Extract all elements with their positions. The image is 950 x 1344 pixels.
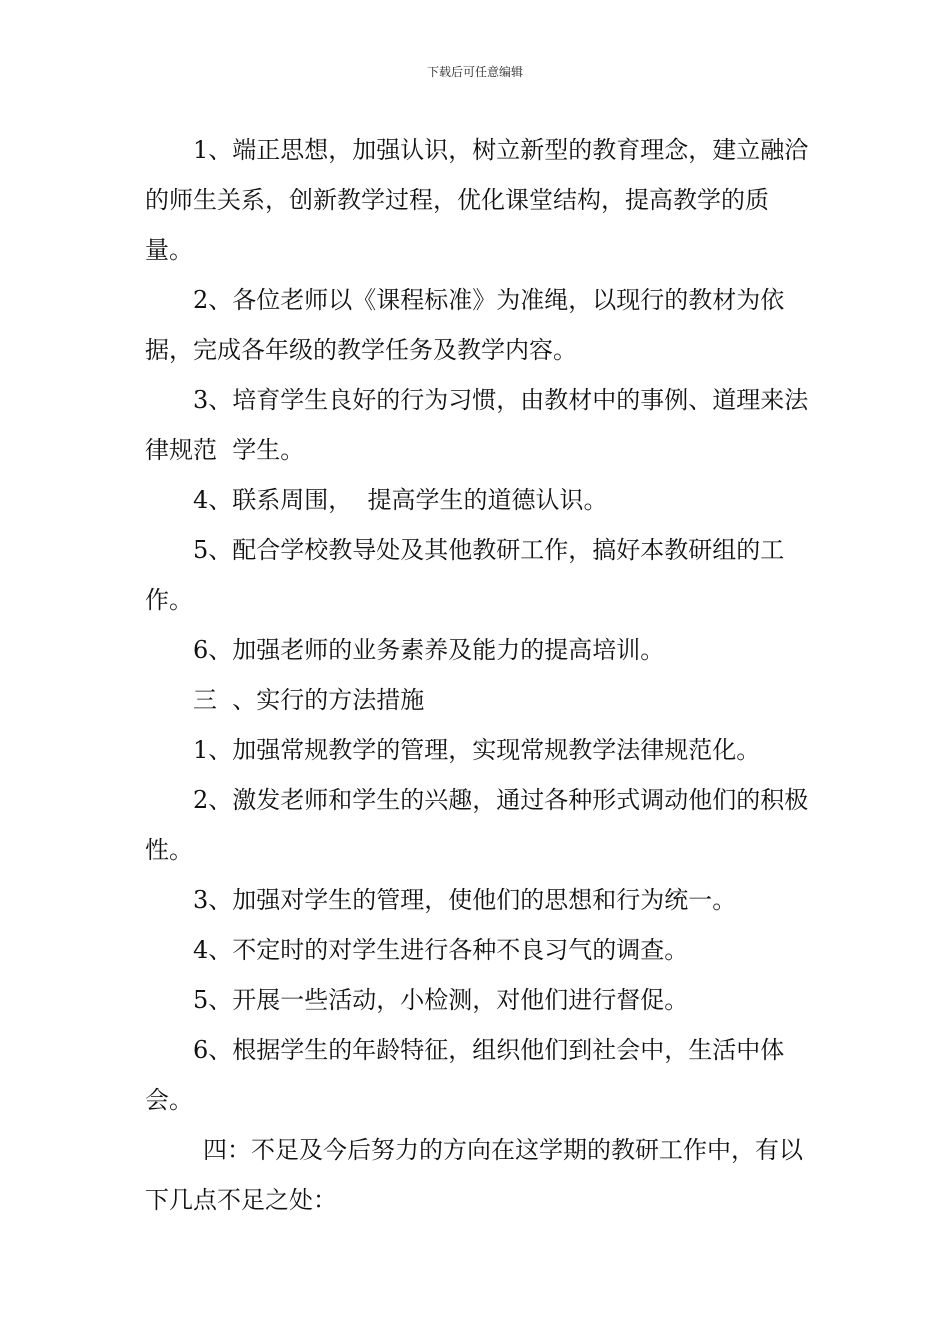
measure-3: 3、加强对学生的管理，使他们的思想和行为统一。 (193, 886, 737, 914)
measure-2: 2、激发老师和学生的兴趣，通过各种形式调动他们的积极性。 (145, 786, 809, 864)
page-header: 下载后可任意编辑 (426, 65, 523, 79)
section-heading-4: 四：不足及今后努力的方向在这学期的教研工作中，有以下几点不足之处： (145, 1136, 803, 1214)
document-body (145, 125, 810, 1225)
paragraph-1: 1、端正思想，加强认识，树立新型的教育理念，建立融洽的师生关系，创新教学过程，优化课堂结构，提高教学的质量。 (145, 136, 809, 264)
paragraph-5: 5、配合学校教导处及其他教研工作，搞好本教研组的工作。 (145, 536, 785, 614)
measure-1: 1、加强常规教学的管理，实现常规教学法律规范化。 (193, 736, 761, 764)
measure-5: 5、开展一些活动，小检测，对他们进行督促。 (193, 986, 689, 1014)
measure-4: 4、不定时的对学生进行各种不良习气的调查。 (193, 936, 689, 964)
paragraph-4: 4、联系周围， 提高学生的道德认识。 (193, 486, 608, 514)
paragraph-3: 3、培育学生良好的行为习惯，由教材中的事例、道理来法律规范 学生。 (145, 386, 809, 464)
section-heading-3: 三 、实行的方法措施 (193, 686, 425, 714)
paragraph-6: 6、加强老师的业务素养及能力的提高培训。 (193, 636, 665, 664)
measure-6: 6、根据学生的年龄特征，组织他们到社会中，生活中体会。 (145, 1036, 785, 1114)
paragraph-2: 2、各位老师以《课程标准》为准绳，以现行的教材为依据，完成各年级的教学任务及教学内容。 (145, 286, 785, 364)
